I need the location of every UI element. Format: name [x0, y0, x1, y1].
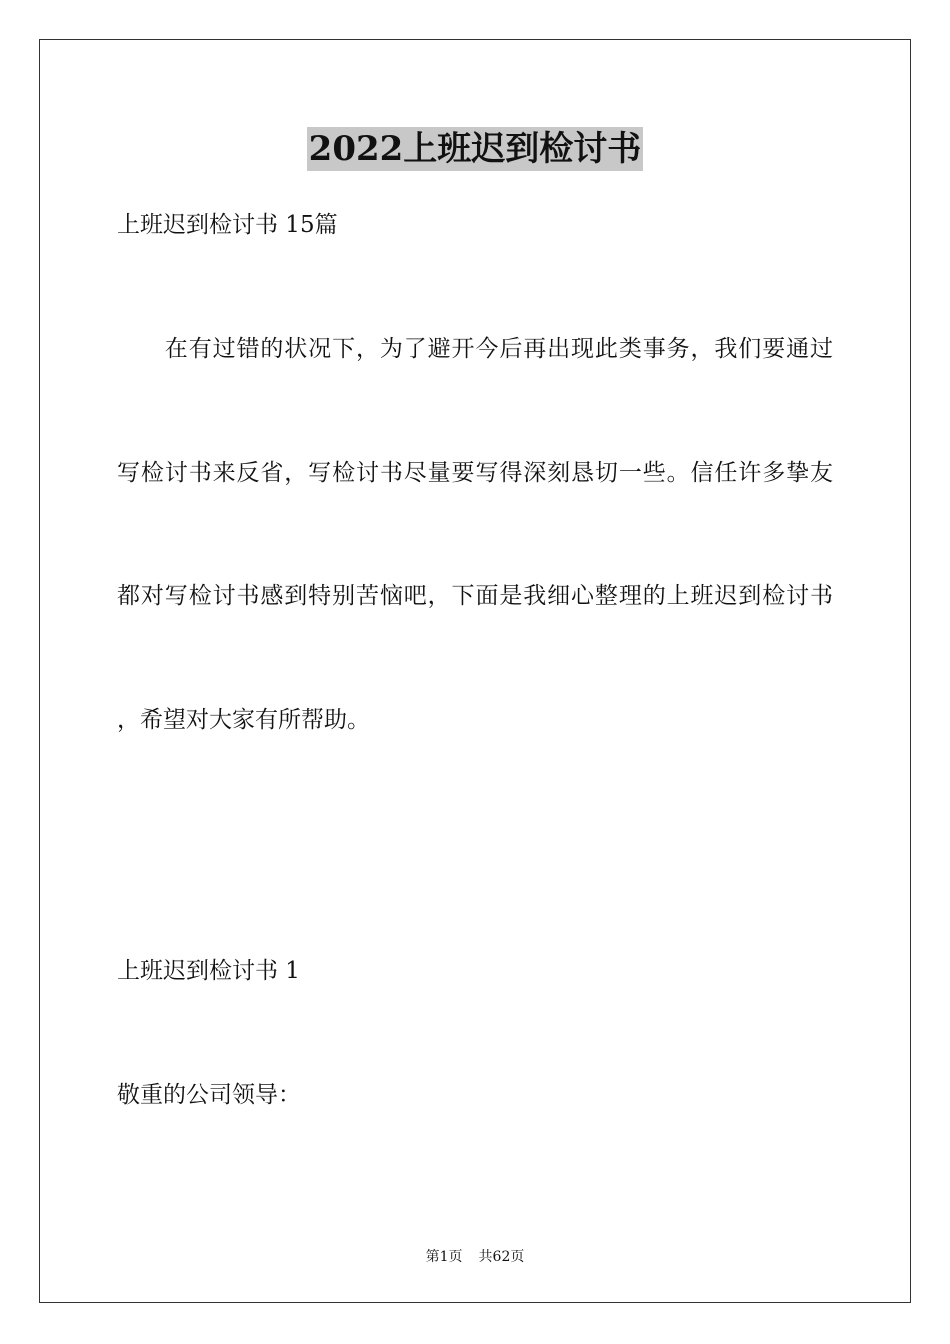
section-heading: 上班迟到检讨书 1 — [117, 958, 300, 984]
document-subtitle: 上班迟到检讨书 15篇 — [117, 212, 338, 238]
intro-line-3: 都对写检讨书感到特别苦恼吧，下面是我细心整理的上班迟到检讨书 — [117, 583, 833, 609]
salutation: 敬重的公司领导： — [117, 1082, 301, 1108]
page-total: 共62页 — [478, 1249, 525, 1265]
page-number: 第1页 — [425, 1249, 463, 1265]
page-footer — [0, 1248, 950, 1266]
title-container — [0, 127, 950, 171]
document-title: 2022上班迟到检讨书 — [308, 129, 642, 169]
intro-line-4: ，希望对大家有所帮助。 — [117, 707, 370, 733]
intro-line-1: 在有过错的状况下，为了避开今后再出现此类事务，我们要通过 — [117, 336, 833, 362]
intro-line-2: 写检讨书来反省，写检讨书尽量要写得深刻恳切一些。信任许多挚友 — [117, 460, 833, 486]
